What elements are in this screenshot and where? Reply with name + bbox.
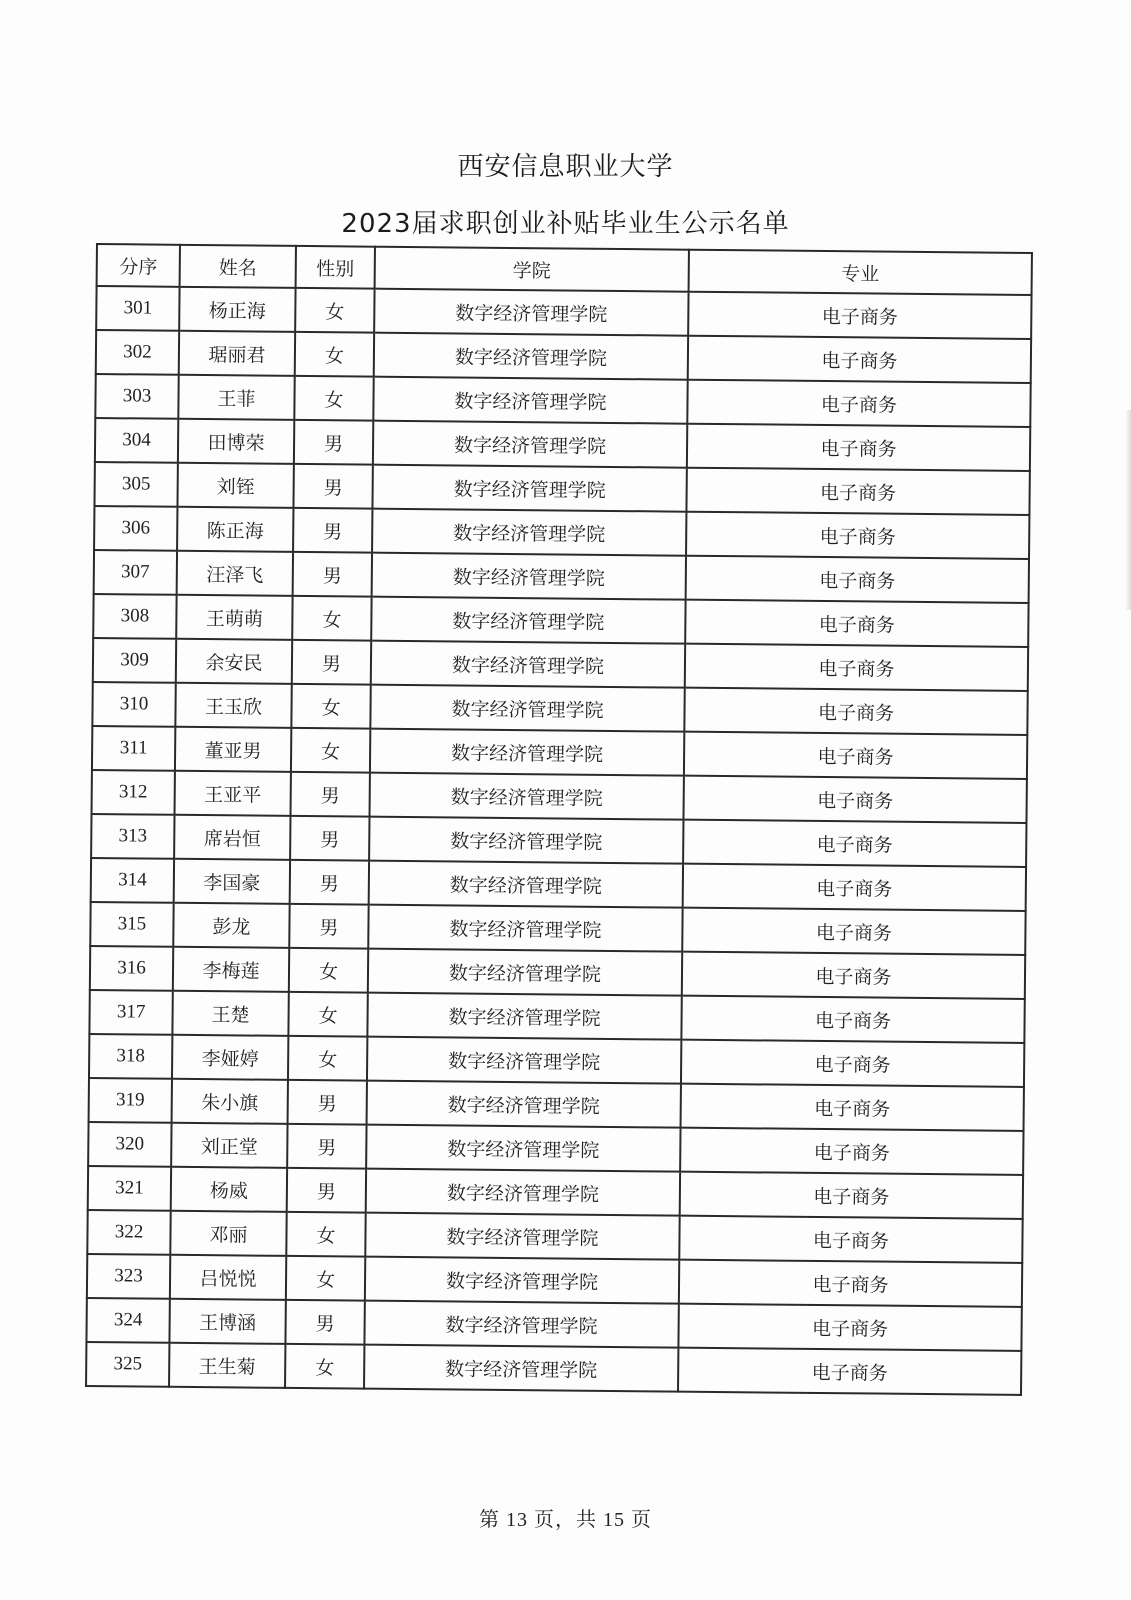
college-cell: 数字经济管理学院 (368, 949, 682, 996)
gender-cell: 女 (285, 1344, 364, 1389)
gender-cell: 男 (291, 772, 370, 817)
college-cell: 数字经济管理学院 (374, 333, 688, 380)
seq-cell: 317 (89, 990, 172, 1035)
gender-cell: 女 (294, 376, 373, 421)
major-cell: 电子商务 (683, 776, 1026, 823)
major-cell: 电子商务 (686, 468, 1029, 515)
seq-cell: 304 (95, 418, 178, 463)
gender-cell: 女 (286, 1256, 365, 1301)
gender-cell: 男 (293, 464, 372, 509)
major-cell: 电子商务 (681, 1084, 1024, 1131)
seq-cell: 301 (96, 286, 179, 331)
major-cell: 电子商务 (684, 688, 1027, 735)
page-footer: 第 13 页，共 15 页 (479, 1509, 652, 1531)
name-cell: 李娅婷 (172, 1035, 288, 1080)
name-cell: 田博荣 (178, 419, 294, 464)
major-cell: 电子商务 (679, 1216, 1022, 1263)
name-cell: 刘铚 (177, 463, 293, 508)
column-header-college: 学院 (375, 247, 689, 292)
seq-cell: 311 (92, 726, 175, 771)
major-cell: 电子商务 (683, 864, 1026, 911)
seq-cell: 313 (91, 814, 174, 859)
college-cell: 数字经济管理学院 (367, 1081, 681, 1128)
major-cell: 电子商务 (679, 1260, 1022, 1307)
seq-cell: 303 (95, 374, 178, 419)
major-cell: 电子商务 (687, 424, 1030, 471)
major-cell: 电子商务 (680, 1172, 1023, 1219)
major-cell: 电子商务 (681, 996, 1024, 1043)
college-cell: 数字经济管理学院 (370, 729, 684, 776)
name-cell: 杨正海 (179, 287, 295, 332)
gender-cell: 男 (285, 1300, 364, 1345)
college-cell: 数字经济管理学院 (368, 905, 682, 952)
major-cell: 电子商务 (686, 556, 1029, 603)
name-cell: 余安民 (176, 639, 292, 684)
college-cell: 数字经济管理学院 (365, 1257, 679, 1304)
column-header-gender: 性别 (296, 246, 375, 289)
gender-cell: 女 (291, 728, 370, 773)
gender-cell: 男 (289, 904, 368, 949)
table-row (86, 1342, 1021, 1395)
seq-cell: 314 (91, 858, 174, 903)
major-cell: 电子商务 (682, 952, 1025, 999)
college-cell: 数字经济管理学院 (365, 1213, 679, 1260)
major-cell: 电子商务 (682, 908, 1025, 955)
college-cell: 数字经济管理学院 (372, 465, 686, 512)
gender-cell: 女 (295, 332, 374, 377)
major-cell: 电子商务 (680, 1128, 1023, 1175)
gender-cell: 男 (294, 420, 373, 465)
name-cell: 王生菊 (169, 1343, 285, 1388)
major-cell: 电子商务 (681, 1040, 1024, 1087)
seq-cell: 305 (94, 462, 177, 507)
college-cell: 数字经济管理学院 (366, 1169, 680, 1216)
column-header-major: 专业 (689, 250, 1032, 295)
name-cell: 朱小旗 (172, 1079, 288, 1124)
major-cell: 电子商务 (683, 820, 1026, 867)
college-cell: 数字经济管理学院 (367, 1037, 681, 1084)
major-cell: 电子商务 (678, 1304, 1021, 1351)
name-cell: 王萌萌 (176, 595, 292, 640)
college-cell: 数字经济管理学院 (366, 1125, 680, 1172)
gender-cell: 男 (293, 508, 372, 553)
gender-cell: 男 (288, 1080, 367, 1125)
college-cell: 数字经济管理学院 (370, 773, 684, 820)
gender-cell: 女 (288, 1036, 367, 1081)
seq-cell: 322 (87, 1210, 170, 1255)
roster-body (86, 286, 1032, 1395)
gender-cell: 男 (290, 860, 369, 905)
seq-cell: 318 (89, 1034, 172, 1079)
name-cell: 席岩恒 (174, 815, 290, 860)
name-cell: 董亚男 (175, 727, 291, 772)
college-cell: 数字经济管理学院 (373, 377, 687, 424)
college-cell: 数字经济管理学院 (370, 685, 684, 732)
seq-cell: 310 (92, 682, 175, 727)
name-cell: 吕悦悦 (170, 1255, 286, 1300)
college-cell: 数字经济管理学院 (371, 597, 685, 644)
seq-cell: 325 (86, 1342, 169, 1387)
college-cell: 数字经济管理学院 (369, 861, 683, 908)
name-cell: 王菲 (178, 375, 294, 420)
seq-cell: 323 (87, 1254, 170, 1299)
major-cell: 电子商务 (684, 732, 1027, 779)
scan-edge-mark (1125, 410, 1131, 610)
name-cell: 王楚 (172, 991, 288, 1036)
major-cell: 电子商务 (678, 1348, 1021, 1395)
name-cell: 王玉欣 (175, 683, 291, 728)
seq-cell: 324 (86, 1298, 169, 1343)
seq-cell: 315 (90, 902, 173, 947)
name-cell: 刘正堂 (171, 1123, 287, 1168)
name-cell: 琚丽君 (179, 331, 295, 376)
name-cell: 汪泽飞 (177, 551, 293, 596)
roster-table (85, 243, 1033, 1396)
major-cell: 电子商务 (688, 336, 1031, 383)
major-cell: 电子商务 (688, 292, 1031, 339)
college-cell: 数字经济管理学院 (364, 1345, 678, 1392)
document-title: 西安信息职业大学 (457, 152, 674, 182)
seq-cell: 321 (88, 1166, 171, 1211)
seq-cell: 302 (96, 330, 179, 375)
seq-cell: 307 (94, 550, 177, 595)
major-cell: 电子商务 (685, 600, 1028, 647)
seq-cell: 309 (93, 638, 176, 683)
college-cell: 数字经济管理学院 (364, 1301, 678, 1348)
seq-cell: 312 (92, 770, 175, 815)
name-cell: 彭龙 (173, 903, 289, 948)
seq-cell: 319 (89, 1078, 172, 1123)
document-subtitle: 2023届求职创业补贴毕业生公示名单 (341, 209, 790, 239)
major-cell: 电子商务 (686, 512, 1029, 559)
column-header-name: 姓名 (180, 245, 296, 288)
gender-cell: 男 (292, 640, 371, 685)
name-cell: 王博涵 (169, 1299, 285, 1344)
seq-cell: 316 (90, 946, 173, 991)
college-cell: 数字经济管理学院 (371, 641, 685, 688)
gender-cell: 女 (288, 992, 367, 1037)
college-cell: 数字经济管理学院 (372, 509, 686, 556)
gender-cell: 女 (289, 948, 368, 993)
gender-cell: 男 (293, 552, 372, 597)
seq-cell: 308 (93, 594, 176, 639)
name-cell: 杨威 (171, 1167, 287, 1212)
gender-cell: 男 (287, 1168, 366, 1213)
gender-cell: 女 (295, 288, 374, 333)
gender-cell: 男 (287, 1124, 366, 1169)
major-cell: 电子商务 (685, 644, 1028, 691)
college-cell: 数字经济管理学院 (374, 289, 688, 336)
name-cell: 王亚平 (175, 771, 291, 816)
name-cell: 邓丽 (170, 1211, 286, 1256)
college-cell: 数字经济管理学院 (367, 993, 681, 1040)
college-cell: 数字经济管理学院 (373, 421, 687, 468)
gender-cell: 男 (290, 816, 369, 861)
college-cell: 数字经济管理学院 (369, 817, 683, 864)
name-cell: 陈正海 (177, 507, 293, 552)
seq-cell: 306 (94, 506, 177, 551)
seq-cell: 320 (88, 1122, 171, 1167)
gender-cell: 女 (291, 684, 370, 729)
gender-cell: 女 (292, 596, 371, 641)
college-cell: 数字经济管理学院 (372, 553, 686, 600)
column-header-seq: 分序 (97, 244, 180, 287)
gender-cell: 女 (286, 1212, 365, 1257)
name-cell: 李国豪 (174, 859, 290, 904)
name-cell: 李梅莲 (173, 947, 289, 992)
major-cell: 电子商务 (687, 380, 1030, 427)
